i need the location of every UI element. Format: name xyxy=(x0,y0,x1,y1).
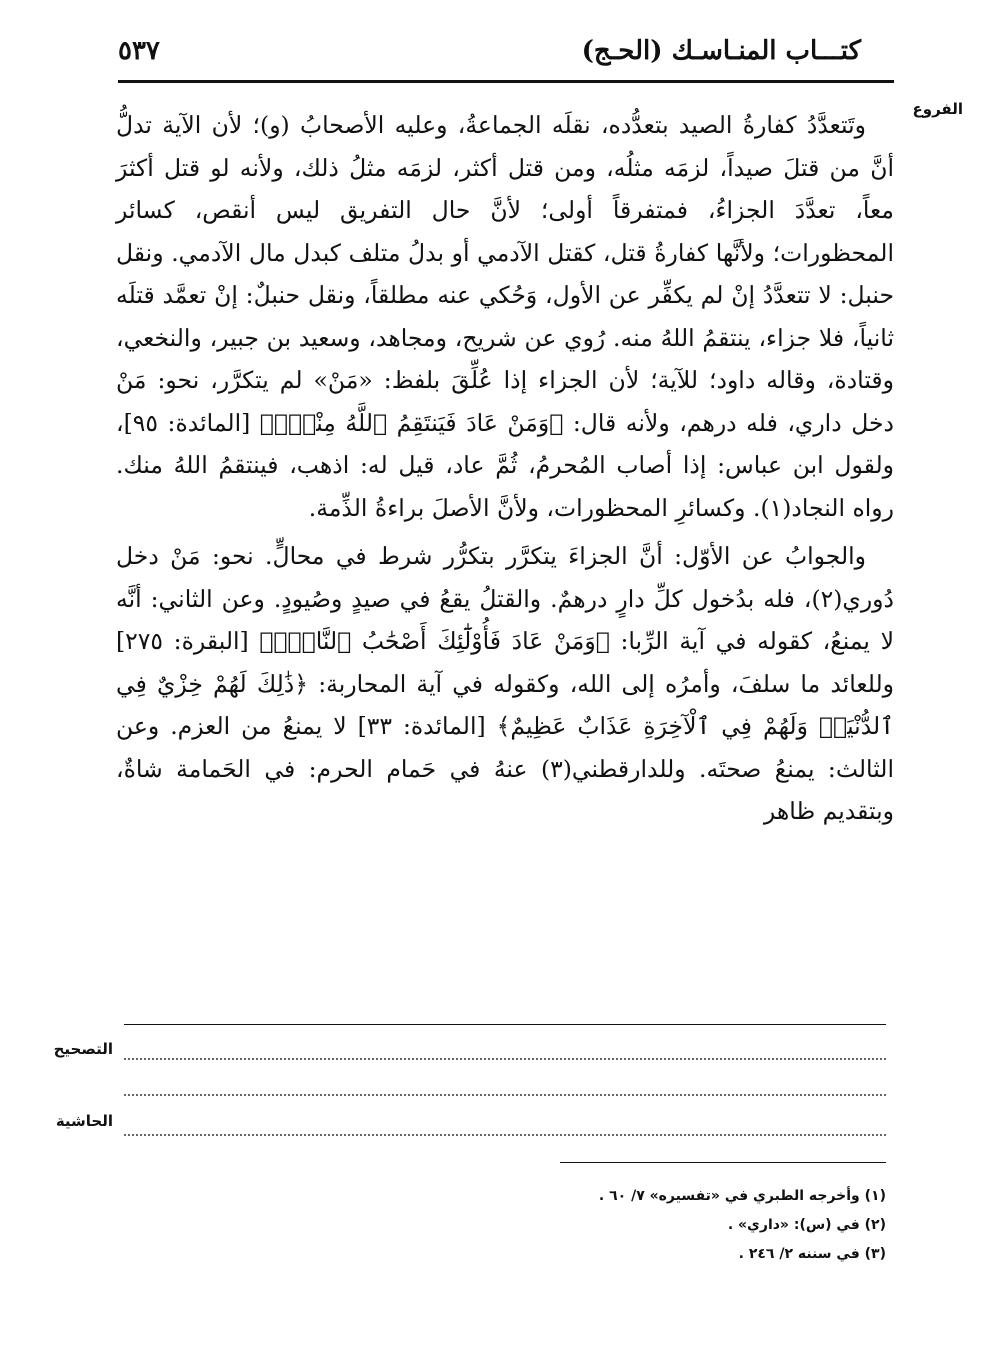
footnote-2: (٢) في (س): «داري» . xyxy=(727,1217,886,1233)
side-label-tashih: التصحيح xyxy=(53,1040,113,1058)
running-header-title: كتـــاب المنـاسـك (الحـج) xyxy=(581,36,861,66)
dotted-line-middle xyxy=(124,1094,886,1096)
footnote-3: (٣) في سننه ٢/ ٢٤٦ . xyxy=(738,1246,886,1262)
dotted-line-hashiya xyxy=(124,1134,886,1136)
side-label-hashiya: الحاشية xyxy=(55,1112,113,1130)
footnotes xyxy=(126,1182,886,1269)
footnote-rule xyxy=(560,1162,886,1163)
side-label-furu: الفروع xyxy=(912,100,963,118)
header-rule xyxy=(118,80,894,83)
main-text xyxy=(116,104,894,833)
paragraph-2: والجوابُ عن الأوّل: أنَّ الجزاءَ يتكرَّر بتكرُّر شرط في محالٍّ. نحو: مَنْ دخل دُوري(٢)، فله بدُخول كلِّ دارٍ درهمٌ. والقتلُ يقعُ في صيدٍ وصُيودٍ. وعن الثاني: أنَّه لا يمنعُ، كقوله في آية الرِّبا: ﴿وَمَنْ عَادَ فَأُوْلَٰٓئِكَ أَصْحَٰبُ ٱلنَّارِۖ﴾ [البقرة: ٢٧٥] وللعائد ما سلفَ، وأمرُه إلى الله، وكقوله في آية المحاربة: ﴿ذَٰلِكَ لَهُمْ خِزْيٌ فِي ٱلدُّنْيَاۖ وَلَهُمْ فِي ٱلْآخِرَةِ عَذَابٌ عَظِيمٌ﴾ [المائدة: ٣٣] لا يمنعُ من العزم. وعن الثالث: يمنعُ صحتَه. وللدارقطني(٣) عنهُ في حَمام الحرم: في الحَمامة شاةٌ، وبتقديم ظاهر xyxy=(116,542,894,825)
footnote-1: (١) وأخرجه الطبري في «تفسيره» ٧/ ٦٠ . xyxy=(598,1188,886,1204)
dotted-line-tashih xyxy=(124,1058,886,1060)
body-rule xyxy=(124,1024,886,1025)
page-number: ٥٣٧ xyxy=(118,36,160,66)
paragraph-1: وتَتعدَّدُ كفارةُ الصيد بتعدُّده، نقلَه الجماعةُ، وعليه الأصحابُ (و)؛ لأن الآية تدلُّ أنَّ من قتلَ صيداً، لزمَه مثلُه، ومن قتل أكثر، لزمَه مثلُ ذلك، ولأنه لو قتل أكثرَ معاً، تعدَّدَ الجزاءُ، فمتفرقاً أولى؛ لأنَّ حال التفريق ليس أنقص، كسائر المحظورات؛ ولأنَّها كفارةُ قتل، كقتل الآدمي أو بدلُ متلف كبدل مال الآدمي. ونقل حنبل: لا تتعدَّدُ إنْ لم يكفِّر عن الأول، وَحُكي عنه مطلقاً، ونقل حنبلٌ: إنْ تعمَّد قتلَه ثانياً، فلا جزاء، ينتقمُ اللهُ منه. رُوي عن شريح، ومجاهد، وسعيد بن جبير، والنخعي، وقتادة، وقاله داود؛ للآية؛ لأن الجزاء إذا عُلِّقَ بلفظ: «مَنْ» لم يتكرَّر، نحو: مَنْ دخل داري، فله درهم، ولأنه قال: ﴿وَمَنْ عَادَ فَيَنتَقِمُ ٱللَّهُ مِنْهُۚ﴾ [المائدة: ٩٥]، ولقول ابن عباس: إذا أصاب المُحرمُ، ثُمَّ عاد، قيل له: اذهب، فينتقمُ اللهُ منك. رواه النجاد(١). وكسائرِ المحظورات، ولأنَّ الأصلَ براءةُ الذِّمة. xyxy=(116,111,894,522)
